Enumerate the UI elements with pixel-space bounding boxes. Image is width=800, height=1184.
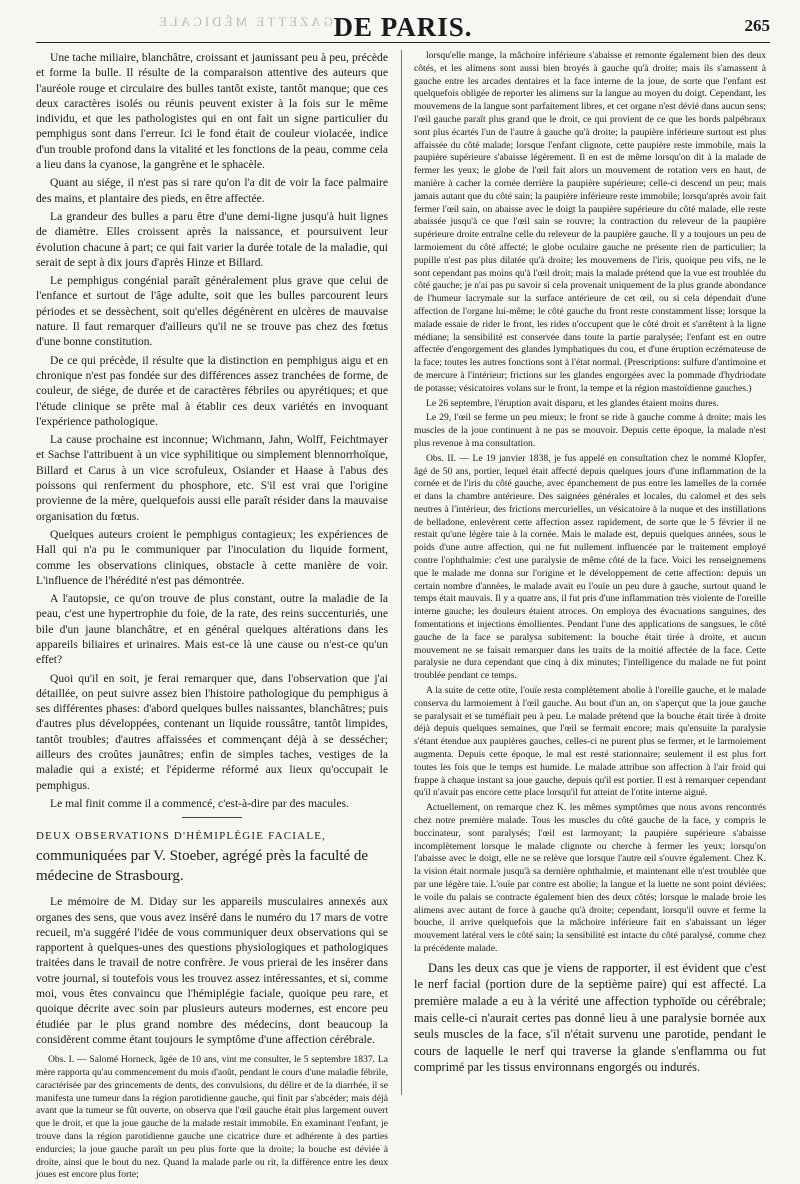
paragraph: La cause prochaine est inconnue; Wichmann, Jahn, Wolff, Feichtmayer et Sachse l'attribuent à un vice syphilitique ou simplement blennorrhoïque, Billard et Carus à un vice scrofuleux, Osiander et Haase à l'abus des poissons qui renferment du phosphore, etc. S'il est vrai que l'origine provienne de la mère, quelquefois aussi elle paraît résider dans la mauvaise organisation du fœtus. — [36, 433, 388, 523]
left-column — [36, 50, 388, 1184]
section-divider — [182, 817, 242, 818]
page-header — [36, 12, 770, 43]
right-column — [414, 50, 766, 1076]
paragraph: Une tache miliaire, blanchâtre, croissant et jaunissant peu à peu, précède et forme la bulle. Il résulte de la comparaison attentive des auteurs que l'auréole rouge et circulaire des bulles tantôt existe, tantôt manque; que ces deux caractères isolés ou réunis peuvent exister à la fois sur le même individu, et que les pathologistes qui en ont fait un signe particulier du pemphigus sont dans l'erreur. Ici le fond était de couleur violacée, indice d'un trouble profond dans la vitalité et les fonctions de la peau, comme cela a lieu dans la cyanose, la gangrène et le sphacèle. — [36, 51, 388, 172]
paragraph: La grandeur des bulles a paru être d'une demi-ligne jusqu'à huit lignes de diamètre. Elles croissent après la naissance, et poursuivent leur évolution chacune à part; ce qui fait varier la durée totale de la maladie, qui serait de sept à dix jours d'après Hinze et Billard. — [36, 209, 388, 269]
observation-paragraph: Obs. II. — Le 19 janvier 1838, je fus appelé en consultation chez le nommé Klopfer, âgé de 50 ans, portier, lequel était affecté depuis quelques jours d'une inflammation de la cornée et de l'iris du côté gauche, avec épanchement de pus entre les lamelles de la cornée et dans la chambre antérieure. Des saignées générales et locales, du calomel et des sels neutres à l'intérieur, des frictions mercurielles, un vésicatoire à la nuque et des instillations de belladone, enlevèrent cette affection assez rapidement, de sorte que le 5 février il ne restait qu'une légère taie à la cornée. Mais le malade est, depuis quelques années, sous le poids d'une autre affection, qui ne fut nullement influencée par le traitement employé contre l'ophthalmie: c'est une paralysie de même côté de la face. Voici les renseignemens que le malade me donna sur l'origine et le développement de cette affection: depuis un certain nombre d'années, le malade avait eu l'ouïe un peu dure à gauche, surtout quand le temps était mauvais. Il y a quatre ans, il fut pris d'une inflammation très violente de l'oreille interne gauche; les douleurs étaient atroces. On employa des évacuations sanguines, des fomentations et injections émollientes. Pendant l'une des applications de sangsues, le côté gauche de la face se paralysa subitement: la bouche était tirée à droite, et aucun mouvement ne se faisait remarquer dans les traits de la moitié affectée de la face. Cette paralysie ne dura cependant que cinq à dix minutes; l'intelligence du malade ne fut point troublée pendant ce temps. — [414, 452, 766, 682]
column-divider — [401, 50, 402, 1095]
observation-paragraph: Actuellement, on remarque chez K. les mêmes symptômes que nous avons rencontrés chez notre première malade. Tous les muscles du côté gauche de la face, y compris le buccinateur, sont paralysés; l'œil est larmoyant; la paupière supérieure s'abaisse incomplètement lorsque le malade clignote ou cherche à fermer les yeux; lorsqu'on l'abaisse avec le doigt, elle ne se relève que lorsque l'autre œil s'ouvre également. Chez K. la vision était normale jusqu'à sa dernière ophthalmie, et maintenant elle n'est troublée que par une légère taie. L'ouïe par contre est abolie; la langue et la luette ne sont point déviées; le voile du palais se contracte également bien des deux côtés; lorsque le malade broie les alimens avec autant de force à gauche qu'à droite; cependant, lorsqu'il ouvre et ferme la bouche, il arrive quelquefois que la mâchoire inférieure fait en s'abaissant un léger mouvement latéral vers le côté sain; la sensibilité est intacte du côté paralysé, comme chez la précédente malade. — [414, 802, 766, 954]
article-title — [36, 825, 388, 886]
observation-paragraph: lorsqu'elle mange, la mâchoire inférieure s'abaisse et remonte également bien des deux côtés, et les alimens sont aussi bien broyés à gauche qu'à droite; mais ils s'amassent à gauche entre les arcades dentaires et la face interne de la joue, de sorte que l'enfant est quelquefois obligée de reporter les alimens sur la langue au moyen du doigt. Cependant, les mouvemens de la langue sont parfaitement libres, et cet organe n'est dévié dans aucun sens; l'œil gauche paraît plus grand que le droit, ce qui provient de ce que les bords palpébraux sont plus écartés l'un de l'autre à gauche qu'à droite; la paupière inférieure surtout est plus affaissée du côté malade; lorsque l'enfant clignote, cette paupière reste immobile, mais la paupière supérieure s'abaisse légèrement. Il en est de même lorsqu'on dit à la malade de fermer les yeux; le globe de l'œil fait alors un mouvement de rotation vers en haut, de manière à cacher la cornée derrière la paupière supérieure; celle-ci descend un peu; mais jamais autant que du côté sain; la paupière inférieure reste immobile; lorsqu'après avoir fait fermer l'œil sain, on abaisse avec le doigt la paupière supérieure du côté malade, elle reste abaissée jusqu'à ce que l'œil sain se rouvre; la contraction du releveur de la paupière supérieure droite entraîne celle du releveur de la paupière gauche. Il y a toujours un peu de larmoiement du côté affecté; le globe oculaire gauche ne présente rien de particulier; la pupille n'est pas plus dilatée qu'à droite; les mouvemens de l'iris, quoique peu vifs, ne le sont cependant pas moins qu'à l'œil droit; mais la malade prétend que la vue est troublée du côté gauche; je n'ai pas pu savoir si cela provenait uniquement de la plus grande abondance de l'humeur lacrymale sur la surface antérieure de cet œil, ou si cela dépendait d'une affection de l'organe lui-même; le côté gauche du front reste constamment lisse; lorsque la malade essaie de rider le front, les rides n'occupent que le côté droit et s'arrêtent à la ligne médiane; la sensibilité est conservée dans toute la partie paralysée; l'enfant est en outre affectée d'engorgement des glandes lymphatiques du cou, et d'une éruption eczémateuse de la face; toutes les autres fonctions sont à l'état normal. (Prescriptions: sulfure d'antimoine et de mercure à l'intérieur; frictions sur les glandes engorgées avec la pommade d'hydriodate de potasse; vésicatoires volans sur le front, la tempe et la région mastoïdienne gauches.) — [414, 50, 766, 394]
bleed-through-text: GAZETTE MÉDICALE — [156, 14, 333, 29]
running-title: DE PARIS. — [333, 12, 473, 42]
article-title-rest: communiquées par V. Stoeber, agrégé près la faculté de médecine de Strasbourg. — [36, 848, 369, 885]
observation-paragraph: Obs. I. — Salomé Horneck, âgée de 10 ans, vint me consulter, le 5 septembre 1837. La mère rapporta qu'au commencement du mois d'août, pendant le cours d'une maladie fébrile, caractérisée par des grincements de dents, des convulsions, du délire et de la diarrhée, il se manifesta une tumeur dans la région parotidienne gauche, qui finit par s'abcéder; mais déjà avant que la tumeur se fût ouverte, on observa que l'œil gauche était plus largement ouvert que le droit, et que la joue gauche de la malade restait immobile. En examinant l'enfant, je trouve dans la région parotidienne gauche une cicatrice dure et adhérente à des parties endurcies; la joue gauche paraît un peu plus forte que la droite; la bouche est déviée à droite, ainsi que le bout du nez. Quand la malade parle ou rit, la différence entre les deux joues est encore plus forte; — [36, 1054, 388, 1181]
paragraph: De ce qui précède, il résulte que la distinction en pemphigus aigu et en chronique n'est pas fondée sur des différences assez tranchées de forme, de couleur, de siége, de durée et de caractères fébriles ou apyrétiques; et que l'étude clinique se prête mal à établir ces deux variétés en invoquant l'expérience pathologique. — [36, 353, 388, 428]
conclusion-paragraph: Dans les deux cas que je viens de rapporter, il est évident que c'est le nerf facial (portion dure de la septième paire) qui est affecté. La première malade a eu à la vérité une affection typhoïde ou cérébrale; mais celle-ci n'aurait certes pas donné lieu à une paralysie bornée aux seuls muscles de la face, s'il n'était survenu une parotide, pendant le cours de laquelle le nerf qui traverse la glande s'enflamma ou fut comprimé par les tissus environnans engorgés ou indurés. — [414, 960, 766, 1075]
paragraph: Quant au siége, il n'est pas si rare qu'on l'a dit de voir la face palmaire des mains, et plantaire des pieds, en être affectée. — [36, 176, 388, 205]
observation-paragraph: Le 29, l'œil se ferme un peu mieux; le front se ride à gauche comme à droite; mais les muscles de la joue continuent à ne pas se mouvoir. Depuis cette époque, la malade n'est plus revenue à ma consultation. — [414, 412, 766, 449]
paragraph: Le pemphigus congénial paraît généralement plus grave que celui de l'enfance et surtout de l'âge adulte, soit que les bulles parcourent leurs périodes et se dessèchent, soit qu'elles dégénèrent en ulcères de mauvaise nature. Il faut remarquer d'ailleurs qu'il ne se trouve pas chez des fœtus d'une bonne constitution. — [36, 274, 388, 349]
paragraph: Quoi qu'il en soit, je ferai remarquer que, dans l'observation que j'ai détaillée, on peut suivre assez bien l'histoire pathologique du pemphigus à ses différentes phases: d'abord quelques bulles naissantes, blanchâtres; puis d'autres plus développées, contenant un liquide roussâtre, tantôt limpides, tantôt troubles; d'autres affaissées et commençant déjà à se dessécher; ailleurs des croûtes jaunâtres; enfin de simples taches, vestiges de la maladie qui a existé; et l'épiderme réformé aux lieux qu'occupait le pemphigus. — [36, 671, 388, 792]
paragraph: Le mal finit comme il a commencé, c'est-à-dire par des macules. — [50, 796, 349, 810]
paragraph: Quelques auteurs croient le pemphigus contagieux; les expériences de Hall qui n'a pu le communiquer par l'inoculation du liquide forment, comme les observations cliniques, obstacle à cette manière de voir. L'influence de l'hérédité n'est pas démontrée. — [36, 527, 388, 587]
observation-paragraph: A la suite de cette otite, l'ouïe resta complètement abolie à l'oreille gauche, et le malade conserva du larmoiement à l'œil gauche. Au bout d'un an, on s'aperçut que la joue gauche se paralysait et se tuméfiait peu à peu. Le malade prétend que la bouche était tirée à droite déjà depuis quelques semaines, que l'œil se fermait encore; mais qu'ensuite la paralysie s'étant étendue aux paupières gauches, celles-ci ne purent plus se fermer, et le larmoiement augmenta. Depuis cette époque, le mal est resté stationnaire; seulement il est plus fort toutes les fois que le temps est humide. Le malade attribue son affection à l'air froid qui frappe à chaque instant sa joue gauche, depuis qu'il est portier. Il est à remarquer cependant qu'il n'avait pas encore cette place lorsqu'il fut atteint de l'otite interne aiguë. — [414, 685, 766, 799]
article-title-lead: DEUX OBSERVATIONS D'HÉMIPLÉGIE FACIALE, — [36, 830, 327, 843]
page-number: 265 — [744, 16, 770, 35]
observation-paragraph: Le 26 septembre, l'éruption avait disparu, et les glandes étaient moins dures. — [426, 397, 719, 409]
paragraph: A l'autopsie, ce qu'on trouve de plus constant, outre la maladie de la peau, c'est une hypertrophie du foie, de la rate, des reins succenturiés, une bile d'un jaune blanchâtre, et en général quelques altérations dans les appareils biliaires et urinaires. Mais est-ce là une cause ou n'est-ce qu'un effet? — [36, 592, 388, 667]
article-intro: Le mémoire de M. Diday sur les appareils musculaires annexés aux organes des sens, que vous avez inséré dans le numéro du 17 mars de votre recueil, m'a suggéré l'idée de vous communiquer deux observations qui se rapportent à quelques-unes des questions physiologiques et pathologiques traitées dans le travail de notre confrère. Je vous prierai de les insérer dans votre journal, si toutefois vous les trouvez assez intéressantes, et si, comme moi, vous êtes convaincu que l'hémiplégie faciale, quoique peu rare, et quoique décrite avec soin par plusieurs auteurs modernes, est encore peu étudiée par le plus grand nombre des médecins, dont beaucoup la considèrent comme étant toujours le symptôme d'une affection cérébrale. — [36, 895, 388, 1046]
